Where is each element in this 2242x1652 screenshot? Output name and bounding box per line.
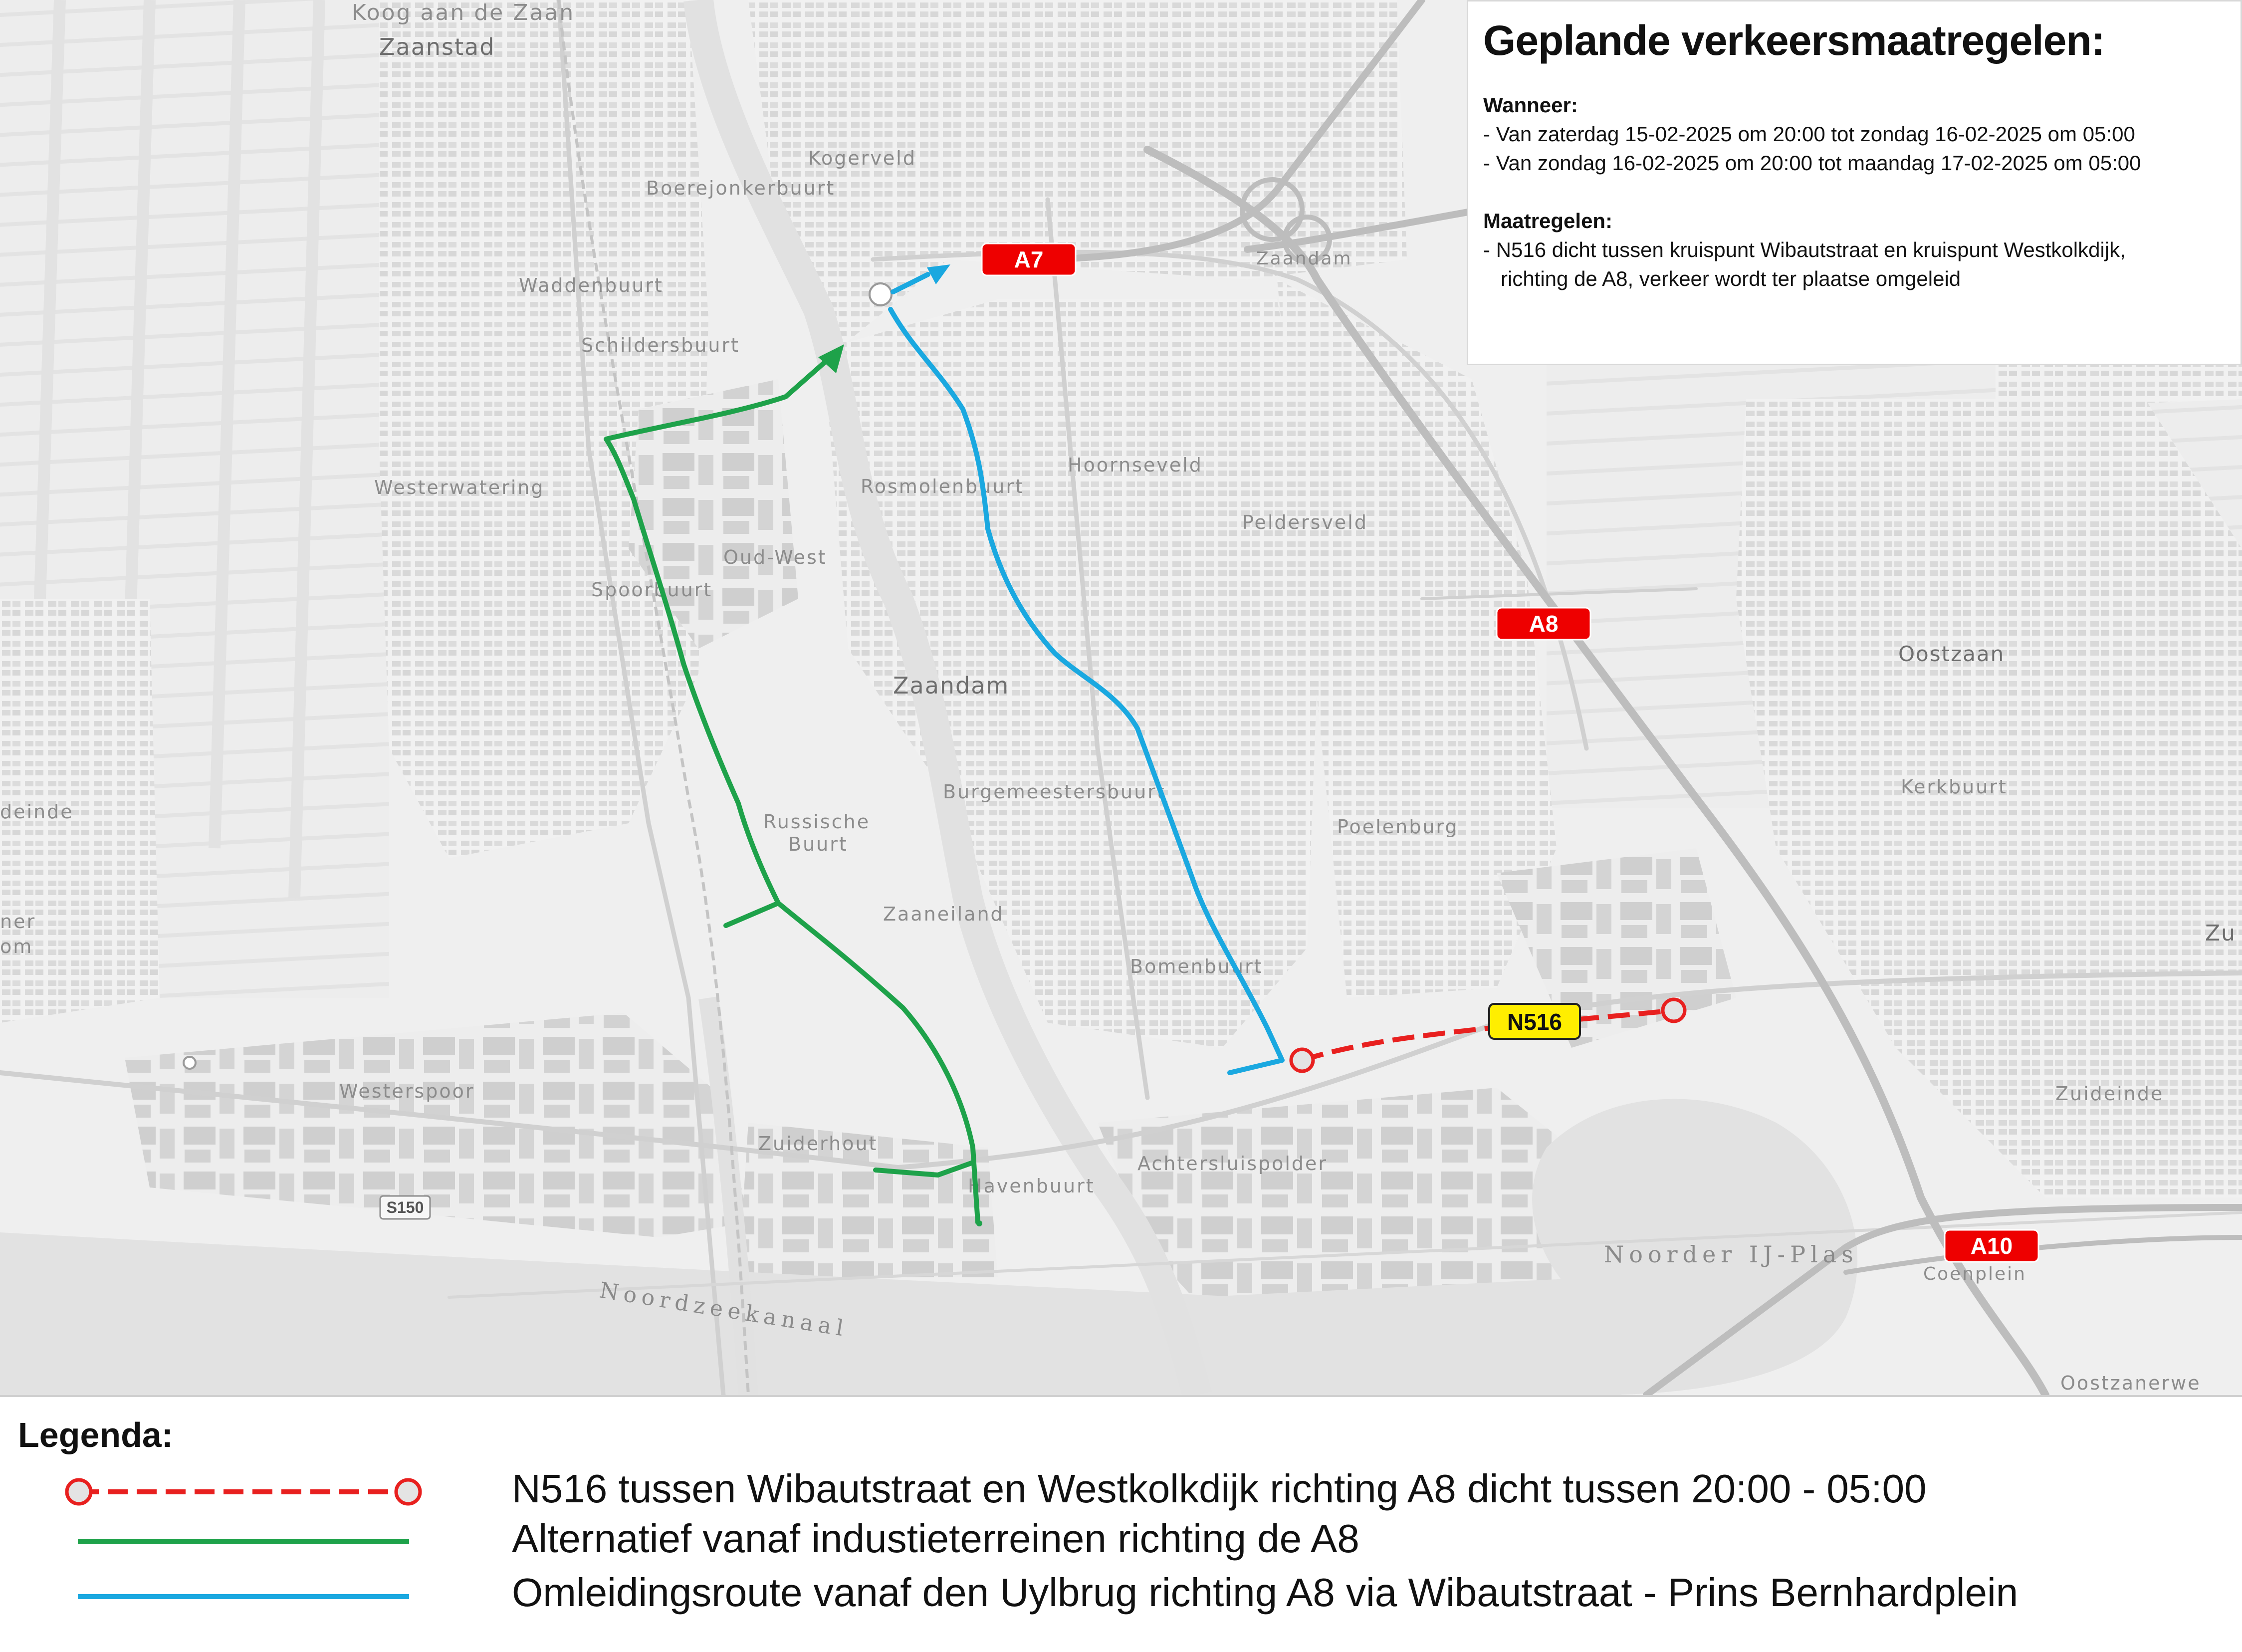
svg-text:A7: A7 [1014, 246, 1044, 272]
label-coenplein: Coenplein [1923, 1264, 2026, 1284]
svg-text:A8: A8 [1529, 611, 1559, 637]
label-zaandam-interchange: Zaandam [1256, 248, 1352, 269]
legend-swatch-detour [50, 1576, 429, 1631]
measures-line: - N516 dicht tussen kruispunt Wibautstraat en kruispunt Westkolkdijk, [1483, 238, 2126, 261]
label-zaandam: Zaandam [893, 672, 1010, 699]
label-westerspoor: Westerspoor [339, 1080, 475, 1102]
info-title: Geplande verkeersmaatregelen: [1483, 17, 2105, 64]
legend-label-alternative: Alternatief vanaf industieterreinen richting de A8 [512, 1516, 1359, 1561]
svg-text:S150: S150 [386, 1198, 424, 1216]
label-westzaan-einde: deinde [0, 801, 74, 823]
label-achtersluispolder: Achtersluispolder [1137, 1153, 1328, 1175]
info-panel [1467, 0, 2242, 365]
label-kerkbuurt: Kerkbuurt [1901, 776, 2008, 798]
label-boerejonkerbuurt: Boerejonkerbuurt [646, 177, 836, 199]
label-zaanstad: Zaanstad [379, 33, 495, 60]
legend-label-detour: Omleidingsroute vanaf den Uylbrug richting A8 via Wibautstraat - Prins Bernhardplein [512, 1570, 2018, 1615]
shield-a7 [982, 243, 1076, 275]
legend-item-detour [0, 1570, 2242, 1631]
label-noorder-ij-plas: Noorder IJ-Plas [1604, 1241, 1858, 1268]
s150-badge [380, 1196, 430, 1219]
label-russische-1: Russische [763, 811, 871, 833]
label-waddenbuurt: Waddenbuurt [519, 274, 664, 296]
legend-item-alternative [0, 1516, 2242, 1577]
svg-text:N516: N516 [1507, 1009, 1562, 1035]
alternative-route-end [976, 1220, 982, 1226]
legend-swatch-closed [50, 1466, 429, 1521]
legend-title: Legenda: [18, 1416, 174, 1454]
legend-item-closed [0, 1466, 2242, 1521]
measures-heading: Maatregelen: [1483, 209, 1613, 233]
label-zuiderhout: Zuiderhout [758, 1133, 878, 1155]
label-spoorbuurt: Spoorbuurt [591, 579, 713, 601]
shield-a8 [1497, 608, 1590, 640]
when-line: - Van zondag 16-02-2025 om 20:00 tot maandag 17-02-2025 om 05:00 [1483, 151, 2141, 175]
label-oostzaan: Oostzaan [1898, 642, 2005, 666]
legend-label-closed: N516 tussen Wibautstraat en Westkolkdijk richting A8 dicht tussen 20:00 - 05:00 [512, 1466, 1927, 1511]
when-line: - Van zaterdag 15-02-2025 om 20:00 tot zondag 16-02-2025 om 05:00 [1483, 122, 2135, 146]
measures-line: richting de A8, verkeer wordt ter plaatse omgeleid [1483, 267, 1961, 290]
label-schildersbuurt: Schildersbuurt [581, 334, 740, 356]
label-zuideinde: Zuideinde [2055, 1083, 2164, 1105]
shield-n516 [1489, 1004, 1580, 1039]
label-burgemeestersbuurt: Burgemeestersbuurt [943, 781, 1166, 803]
legend-panel [0, 1395, 2242, 1652]
label-om: om [0, 936, 33, 957]
shield-a10 [1945, 1230, 2038, 1262]
label-rosmolenbuurt: Rosmolenbuurt [861, 475, 1024, 497]
label-kogerveld: Kogerveld [808, 147, 916, 169]
label-russische-2: Buurt [788, 833, 848, 855]
label-oud-west: Oud-West [723, 546, 827, 568]
label-bomenbuurt: Bomenbuurt [1130, 955, 1263, 977]
label-peldersveld: Peldersveld [1242, 511, 1368, 533]
label-zaaneiland: Zaaneiland [883, 903, 1004, 925]
label-poelenburg: Poelenburg [1337, 816, 1459, 838]
label-havenbuurt: Havenbuurt [968, 1175, 1095, 1197]
label-hoornseveld: Hoornseveld [1068, 454, 1203, 476]
label-noordzeekanaal: Noordzeekanaal [598, 1277, 850, 1342]
label-oostzanerwerf: Oostzanerwe [2060, 1372, 2201, 1394]
closed-route-end [1663, 999, 1685, 1021]
when-heading: Wanneer: [1483, 93, 1578, 117]
label-koog: Koog aan de Zaan [352, 0, 575, 25]
legend-swatch-alternative [50, 1522, 429, 1577]
label-ner: ner [0, 911, 36, 933]
label-zu: Zu [2205, 921, 2237, 946]
svg-text:A10: A10 [1970, 1233, 2013, 1259]
label-westerwatering: Westerwatering [374, 476, 545, 498]
closed-route-start [1291, 1049, 1313, 1071]
